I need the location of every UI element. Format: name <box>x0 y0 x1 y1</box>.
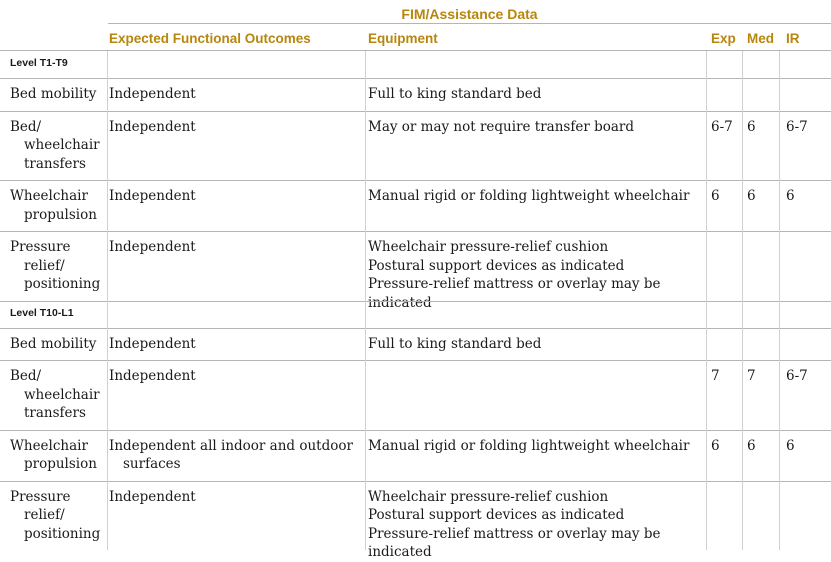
activity-cell <box>10 488 106 544</box>
activity-text: transfers <box>24 405 86 421</box>
column-rule <box>365 328 366 361</box>
column-rule <box>779 360 780 430</box>
equipment-cell <box>368 335 703 354</box>
outcome-text: surfaces <box>123 456 181 472</box>
column-rule <box>779 481 780 551</box>
med-value: 6 <box>747 437 756 454</box>
column-rule <box>107 360 108 430</box>
med-value: 6 <box>747 188 756 204</box>
ir-value: 6-7 <box>786 368 808 384</box>
column-rule <box>779 78 780 111</box>
equipment-text: Full to king standard bed <box>368 86 542 102</box>
outcome-text: Independent <box>109 335 196 352</box>
activity-text: Bed/ <box>10 118 42 135</box>
outcome-text: Independent <box>109 239 196 255</box>
outcome-cell <box>109 488 364 507</box>
column-rule <box>779 231 780 301</box>
activity-text: Pressure <box>10 239 71 255</box>
column-rule <box>706 481 707 551</box>
column-rule <box>365 180 366 231</box>
exp-value: 6 <box>711 188 720 204</box>
equipment-cell <box>368 85 703 104</box>
column-rule <box>107 231 108 301</box>
column-rule <box>365 301 366 328</box>
column-rule <box>107 180 108 231</box>
column-rule <box>779 430 780 481</box>
column-rule <box>742 481 743 551</box>
column-rule <box>107 111 108 181</box>
activity-cell <box>10 85 106 104</box>
activity-text: Bed/ <box>10 368 42 384</box>
column-header-equipment: Equipment <box>368 31 438 46</box>
activity-text: Bed mobility <box>10 86 97 102</box>
equipment-text: Postural support devices as indicated <box>368 507 625 523</box>
outcome-cell <box>109 187 364 206</box>
section-level-label: Level T1-T9 <box>10 57 68 69</box>
column-rule <box>706 328 707 361</box>
equipment-text <box>368 367 703 386</box>
equipment-text: May or may not require transfer board <box>368 118 634 135</box>
column-rule <box>107 328 108 361</box>
activity-text: Wheelchair <box>10 437 88 454</box>
equipment-text: Pressure-relief mattress or overlay may be indicated <box>368 276 661 311</box>
activity-text: Wheelchair <box>10 188 88 204</box>
outcome-text: Independent all indoor and outdoor <box>109 437 353 454</box>
activity-text: Pressure <box>10 488 71 505</box>
equipment-text: Wheelchair pressure-relief cushion <box>368 488 609 505</box>
column-rule <box>742 430 743 481</box>
equipment-cell <box>368 367 703 386</box>
column-rule <box>706 180 707 231</box>
section-level-label: Level T10-L1 <box>10 306 74 319</box>
equipment-cell <box>368 437 703 456</box>
exp-value: 6-7 <box>711 118 733 135</box>
activity-cell <box>10 187 106 224</box>
column-header-ir: IR <box>786 31 800 46</box>
column-rule <box>365 51 366 78</box>
exp-value: 6 <box>711 437 720 454</box>
outcome-text: Independent <box>109 488 196 505</box>
activity-text: transfers <box>24 155 86 172</box>
activity-text: Bed mobility <box>10 335 97 352</box>
activity-text: propulsion <box>24 456 97 472</box>
column-rule <box>365 360 366 430</box>
activity-cell <box>10 118 106 174</box>
outcome-cell <box>109 85 364 104</box>
outcome-cell <box>109 367 364 386</box>
activity-text: wheelchair <box>24 386 100 403</box>
column-rule <box>365 481 366 551</box>
outcome-text: Independent <box>109 368 196 384</box>
equipment-cell <box>368 118 703 137</box>
column-rule <box>706 360 707 430</box>
column-rule <box>107 78 108 111</box>
outcome-text: Independent <box>109 188 196 204</box>
equipment-cell <box>368 488 703 562</box>
column-rule <box>706 430 707 481</box>
activity-text: wheelchair <box>24 137 100 153</box>
outcome-text: Independent <box>109 86 196 102</box>
outcome-cell <box>109 238 364 257</box>
column-rule <box>742 328 743 361</box>
column-rule <box>706 78 707 111</box>
column-header-med: Med <box>747 31 774 46</box>
column-rule <box>779 111 780 181</box>
activity-text: relief/ <box>24 257 65 274</box>
activity-cell <box>10 335 106 354</box>
equipment-text: Postural support devices as indicated <box>368 257 625 274</box>
column-rule <box>742 78 743 111</box>
column-rule <box>365 78 366 111</box>
equipment-text: Wheelchair pressure-relief cushion <box>368 239 609 255</box>
activity-cell <box>10 238 106 294</box>
column-rule <box>706 231 707 301</box>
column-rule <box>742 51 743 78</box>
equipment-text: Manual rigid or folding lightweight wheelchair <box>368 188 690 204</box>
column-rule <box>107 481 108 551</box>
column-rule <box>742 301 743 328</box>
column-rule <box>742 180 743 231</box>
column-rule <box>742 231 743 301</box>
column-rule <box>365 231 366 301</box>
outcome-cell <box>109 437 364 474</box>
ir-value: 6-7 <box>786 118 808 135</box>
column-rule <box>365 430 366 481</box>
column-rule <box>706 301 707 328</box>
activity-cell <box>10 437 106 474</box>
column-rule <box>742 360 743 430</box>
column-header-exp: Exp <box>711 31 736 46</box>
column-rule <box>365 111 366 181</box>
activity-text: positioning <box>24 525 101 542</box>
column-rule <box>742 111 743 181</box>
activity-cell <box>10 367 106 423</box>
equipment-text: Full to king standard bed <box>368 335 542 352</box>
equipment-text: Manual rigid or folding lightweight wheelchair <box>368 437 690 454</box>
column-rule <box>779 328 780 361</box>
outcome-text: Independent <box>109 118 196 135</box>
activity-text: positioning <box>24 276 101 292</box>
column-rule <box>107 51 108 78</box>
ir-value: 6 <box>786 188 795 204</box>
column-rule <box>779 180 780 231</box>
activity-text: relief/ <box>24 507 65 523</box>
column-rule <box>779 301 780 328</box>
outcome-cell <box>109 335 364 354</box>
outcome-cell <box>109 118 364 137</box>
exp-value: 7 <box>711 368 720 384</box>
group-header-rule <box>108 23 831 24</box>
column-rule <box>779 51 780 78</box>
ir-value: 6 <box>786 437 795 454</box>
column-rule <box>107 301 108 328</box>
med-value: 6 <box>747 118 756 135</box>
group-header: FIM/Assistance Data <box>401 6 538 22</box>
equipment-cell <box>368 187 703 206</box>
column-rule <box>706 111 707 181</box>
column-rule <box>706 51 707 78</box>
equipment-text: Pressure-relief mattress or overlay may be indicated <box>368 525 661 560</box>
activity-text: propulsion <box>24 206 97 223</box>
med-value: 7 <box>747 368 756 384</box>
column-rule <box>107 430 108 481</box>
column-header-outcomes: Expected Functional Outcomes <box>109 31 311 46</box>
